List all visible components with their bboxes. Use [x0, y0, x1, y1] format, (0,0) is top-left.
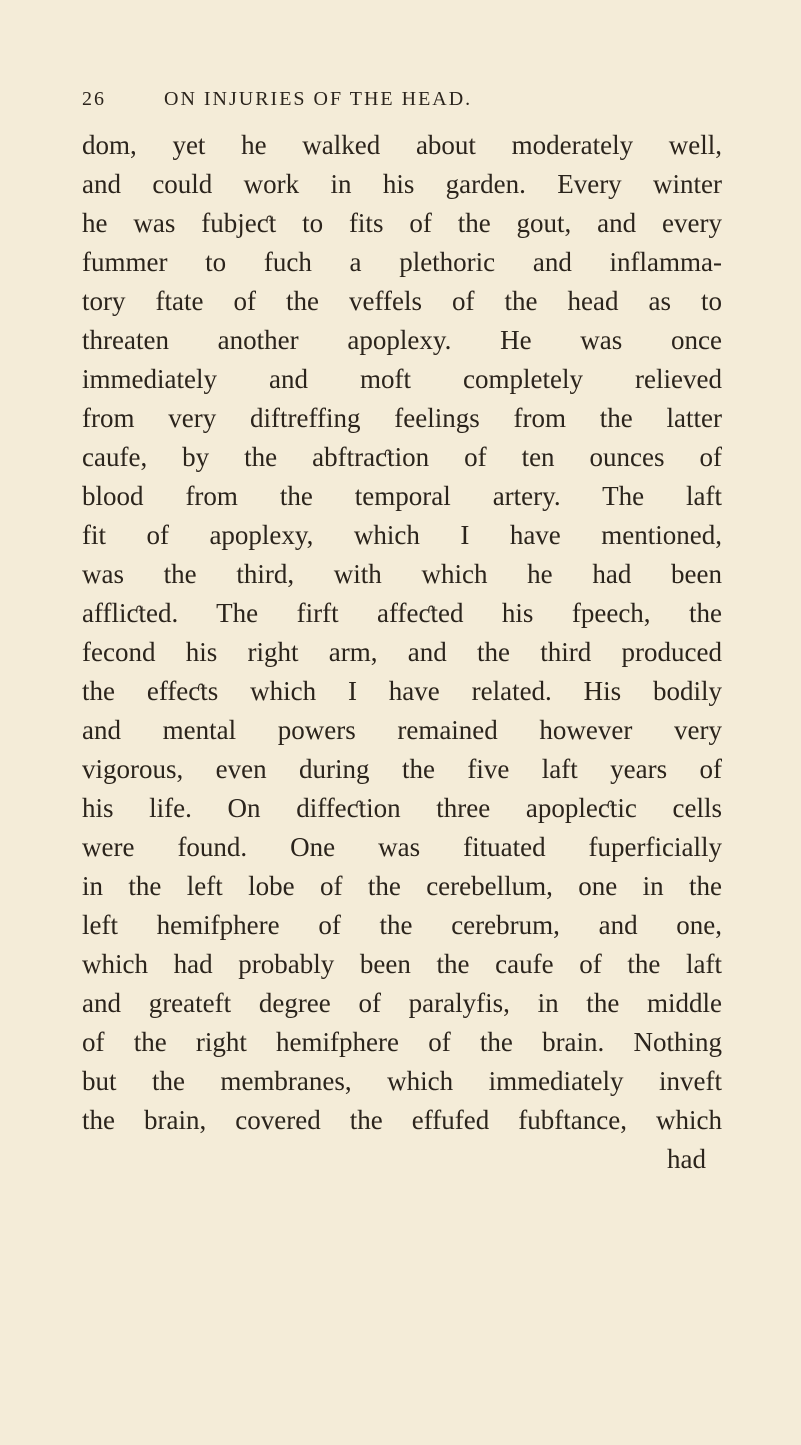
- text-line: and mental powers remained however very: [82, 715, 722, 745]
- text-line: fummer to fuch a plethoric and inflamma-: [82, 247, 722, 277]
- text-line: dom, yet he walked about moderately well,: [82, 130, 722, 160]
- text-line: left hemifphere of the cerebrum, and one,: [82, 910, 722, 940]
- text-line: and greateft degree of paralyfis, in the middle: [82, 988, 722, 1018]
- page-number: 26: [82, 88, 106, 110]
- body-text: [82, 126, 722, 1179]
- text-line: affliƈted. The firft affeƈted his fpeech, the: [82, 598, 722, 628]
- text-line: tory ftate of the veffels of the head as to: [82, 286, 722, 316]
- text-line: fit of apoplexy, which I have mentioned,: [82, 520, 722, 550]
- text-line: the brain, covered the effufed fubftance, which: [82, 1105, 722, 1135]
- text-line: caufe, by the abftraƈtion of ten ounces of: [82, 442, 722, 472]
- text-line: fecond his right arm, and the third produced: [82, 637, 722, 667]
- text-line: he was fubjeƈt to fits of the gout, and every: [82, 208, 722, 238]
- text-line: blood from the temporal artery. The laft: [82, 481, 722, 511]
- page-header: [82, 88, 722, 118]
- text-line: was the third, with which he had been: [82, 559, 722, 589]
- text-line: the effeƈts which I have related. His bodily: [82, 676, 722, 706]
- text-line: were found. One was fituated fuperficially: [82, 832, 722, 862]
- text-line: and could work in his garden. Every winter: [82, 169, 722, 199]
- text-line: threaten another apoplexy. He was once: [82, 325, 722, 355]
- text-line: immediately and moft completely relieved: [82, 364, 722, 394]
- text-line: which had probably been the caufe of the laft: [82, 949, 722, 979]
- text-line: vigorous, even during the five laft years of: [82, 754, 722, 784]
- text-line: of the right hemifphere of the brain. Nothing: [82, 1027, 722, 1057]
- running-head: ON INJURIES OF THE HEAD.: [164, 88, 473, 110]
- catchword: had: [667, 1144, 706, 1174]
- text-line: his life. On diffeƈtion three apopleƈtic cells: [82, 793, 722, 823]
- text-line: in the left lobe of the cerebellum, one in the: [82, 871, 722, 901]
- text-line: but the membranes, which immediately inveft: [82, 1066, 722, 1096]
- text-line: from very diftreffing feelings from the latter: [82, 403, 722, 433]
